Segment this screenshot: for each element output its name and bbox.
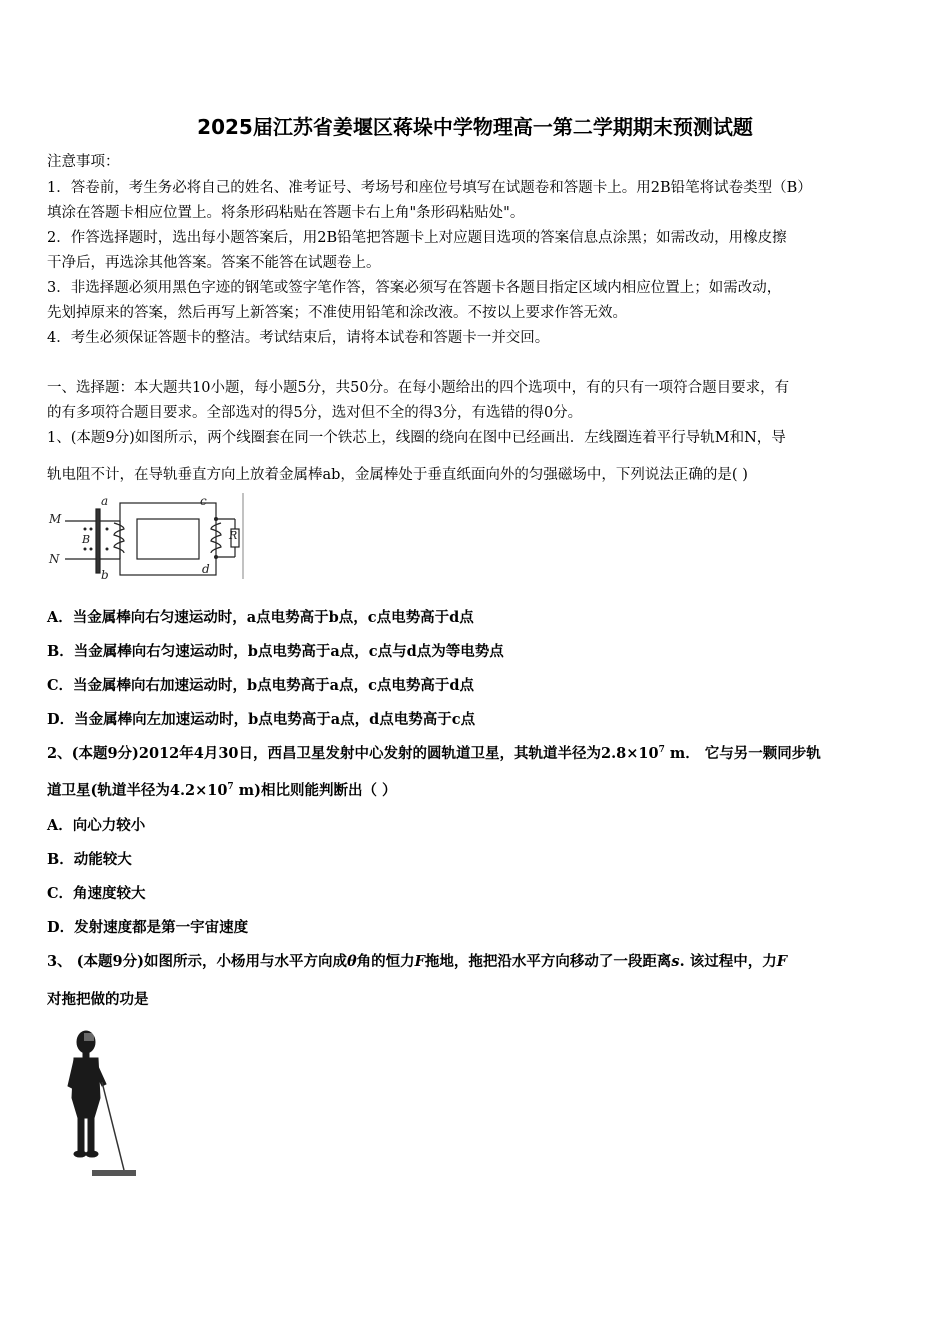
q2-line1-sup: 7 bbox=[658, 745, 665, 756]
label-M: M bbox=[49, 512, 62, 526]
label-d: d bbox=[202, 562, 210, 576]
q1-option-b: B．当金属棒向右匀速运动时，b点电势高于a点，c点与d点为等电势点 bbox=[47, 643, 504, 660]
notice-line: 干净后，再选涂其他答案。答案不能答在试题卷上。 bbox=[47, 255, 381, 271]
q2-option-b: B．动能较大 bbox=[47, 851, 132, 868]
notice-line: 2．作答选择题时，选出每小题答案后，用2B铅笔把答题卡上对应题目选项的答案信息点涂黑；如需改动，用橡皮擦 bbox=[47, 230, 787, 246]
q2-option-c: C．角速度较大 bbox=[47, 885, 146, 902]
q3-theta: θ bbox=[346, 953, 357, 970]
question-1-stem-cont: 轨电阻不计，在导轨垂直方向上放着金属棒ab，金属棒处于垂直纸面向外的匀强磁场中，下列说法正确的是( ) bbox=[47, 467, 748, 483]
q2-line1-pre: 2、(本题9分)2012年4月30日，西昌卫星发射中心发射的圆轨道卫星，其轨道半径为2.8×10 bbox=[47, 745, 659, 762]
q1-option-a: A．当金属棒向右匀速运动时，a点电势高于b点，c点电势高于d点 bbox=[47, 609, 474, 626]
q1-option-d: D．当金属棒向左加速运动时，b点电势高于a点，d点电势高于c点 bbox=[47, 711, 476, 728]
question-2-stem bbox=[47, 744, 907, 764]
label-R: R bbox=[229, 529, 238, 542]
q3-distance: s bbox=[671, 953, 680, 970]
coil-circuit-figure bbox=[45, 493, 245, 579]
q3-part-d: . 该过程中，力 bbox=[679, 953, 777, 970]
label-b: b bbox=[101, 568, 109, 579]
q3-force-2: F bbox=[776, 953, 787, 970]
question-3-stem bbox=[47, 952, 907, 972]
q2-option-a: A．向心力较小 bbox=[47, 817, 146, 834]
q3-part-c: 拖地，拖把沿水平方向移动了一段距离 bbox=[424, 953, 672, 970]
question-1-stem: 1、(本题9分)如图所示，两个线圈套在同一个铁芯上，线圈的绕向在图中已经画出．左线圈连着平行导轨M和N，导 bbox=[47, 430, 786, 446]
q3-force: F bbox=[414, 953, 425, 970]
question-2-stem-cont bbox=[47, 781, 907, 801]
notice-line: 3．非选择题必须用黑色字迹的钢笔或签字笔作答，答案必须写在答题卡各题目指定区域内相应位置上；如需改动， bbox=[47, 280, 782, 296]
notice-line: 填涂在答题卡相应位置上。将条形码粘贴在答题卡右上角"条形码粘贴处"。 bbox=[47, 205, 525, 221]
page-title: 2025届江苏省姜堰区蒋垛中学物理高一第二学期期末预测试题 bbox=[197, 115, 753, 139]
label-a: a bbox=[101, 494, 109, 508]
notice-line: 先划掉原来的答案，然后再写上新答案；不准使用铅笔和涂改液。不按以上要求作答无效。 bbox=[47, 305, 627, 321]
mopping-figure bbox=[62, 1028, 140, 1188]
q2-line2-pre: 道卫星(轨道半径为4.2×10 bbox=[47, 782, 228, 799]
label-c: c bbox=[200, 494, 207, 508]
notice-line: 4．考生必须保证答题卡的整洁。考试结束后，请将本试卷和答题卡一并交回。 bbox=[47, 330, 550, 346]
section-heading: 一、选择题：本大题共10小题，每小题5分，共50分。在每小题给出的四个选项中，有的只有一项符合题目要求，有 bbox=[47, 380, 790, 396]
question-3-stem-cont: 对拖把做的功是 bbox=[47, 991, 149, 1008]
q2-line2-sup: 7 bbox=[227, 782, 234, 793]
q2-option-d: D．发射速度都是第一宇宙速度 bbox=[47, 919, 249, 936]
q3-part-a: 3、 (本题9分)如图所示，小杨用与水平方向成 bbox=[47, 953, 347, 970]
q3-part-b: 角的恒力 bbox=[356, 953, 415, 970]
section-heading-cont: 的有多项符合题目要求。全部选对的得5分，选对但不全的得3分，有选错的得0分。 bbox=[47, 405, 583, 421]
notice-heading: 注意事项： bbox=[47, 154, 120, 170]
label-B: B bbox=[82, 533, 91, 546]
q2-line2-post: m)相比则能判断出（ ） bbox=[233, 782, 397, 799]
notice-line: 1．答卷前，考生务必将自己的姓名、准考证号、考场号和座位号填写在试题卷和答题卡上。用2B铅笔将试卷类型（B） bbox=[47, 180, 812, 196]
q1-option-c: C．当金属棒向右加速运动时，b点电势高于a点，c点电势高于d点 bbox=[47, 677, 475, 694]
q2-line1-post: m． 它与另一颗同步轨 bbox=[664, 745, 821, 762]
label-N: N bbox=[49, 552, 60, 566]
